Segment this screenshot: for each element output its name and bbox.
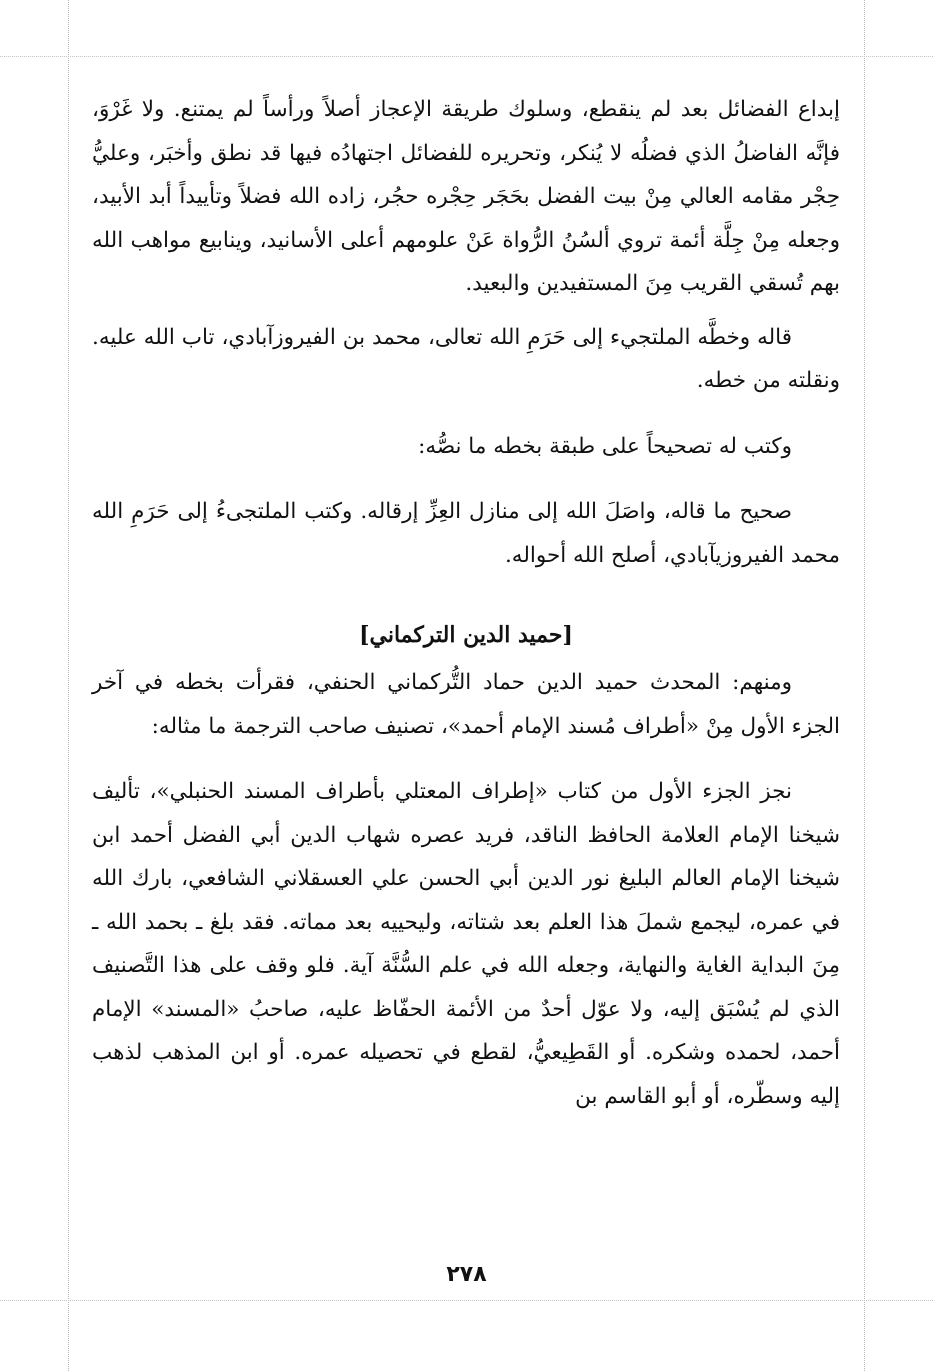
paragraph-signature: قاله وخطَّه الملتجيء إلى حَرَمِ الله تعالى، محمد بن الفيروزآبادي، تاب الله عليه. ونقلته من خطه. — [92, 324, 840, 393]
guide-line — [68, 0, 69, 1371]
paragraph-correction-note: وكتب له تصحيحاً على طبقة بخطه ما نصُّه: — [418, 433, 792, 459]
paragraph-hamid-quote: نجز الجزء الأول من كتاب «إطراف المعتلي بأطراف المسند الحنبلي»، تأليف شيخنا الإمام العلامة الحافظ الناقد، فريد عصره شهاب الدين أبي الفضل أحمد ابن شيخنا الإمام العالم البليغ نور الدين أبي الحسن علي العسقلاني الشافعي، بارك الله في عمره، ليجمع شملَ هذا العلم بعد شتاته، وليحييه بعد مماته. فقد بلغ ـ بحمد الله ـ مِنَ البداية الغاية والنهاية، وجعله الله في علم السُّنَّة آية. فلو وقف على هذا التَّصنيف الذي لم يُسْبَق إليه، ولا عوّل أحدٌ من الأئمة الحفّاظ عليه، صاحبُ «المسند» الإمام أحمد، لحمده وشكره. أو القَطِيعيُّ، لقطع في تحصيله عمره. أو ابن المذهب لذهب إليه وسطّره، أو أبو القاسم بن — [92, 779, 840, 1109]
paragraph-correction: صحيح ما قاله، واصَلَ الله إلى منازل العِزِّ إرقاله. وكتب الملتجىءُ إلى حَرَمِ الله محمد الفيروزيآبادي، أصلح الله أحواله. — [92, 499, 840, 568]
section-heading: [حميد الدين التركماني] — [359, 622, 573, 648]
guide-line — [0, 56, 933, 57]
guide-line — [864, 0, 865, 1371]
paragraph-intro: إبداع الفضائل بعد لم ينقطع، وسلوك طريقة الإعجاز أصلاً ورأساً لم يمتنع. ولا غَرْوَ، فإنَّه الفاضلُ الذي فضلُه لا يُنكر، وتحريره للفضائل اجتهادُه فيها قد نطق وأخبَر، وعليُّ حِجْر مقامه العالي مِنْ بيت الفضل بحَجَر حِجْره حجُر، زاده الله فضلاً وتأييداً أبد الأبيد، وجعله مِنْ جِلَّة أئمة تروي ألسُنُ الرُّواة عَنْ علومهم أعلى الأسانيد، وينابيع مواهب الله بهم تُسقي القريب مِنَ المستفيدين والبعيد. — [92, 97, 840, 296]
page-body — [92, 88, 840, 1118]
guide-line — [0, 1300, 933, 1301]
paragraph-hamid-intro: ومنهم: المحدث حميد الدين حماد التُّركماني الحنفي، فقرأت بخطه في آخر الجزء الأول مِنْ «أطراف مُسند الإمام أحمد»، تصنيف صاحب الترجمة ما مثاله: — [92, 670, 840, 739]
page-number: ٢٧٨ — [446, 1262, 487, 1287]
